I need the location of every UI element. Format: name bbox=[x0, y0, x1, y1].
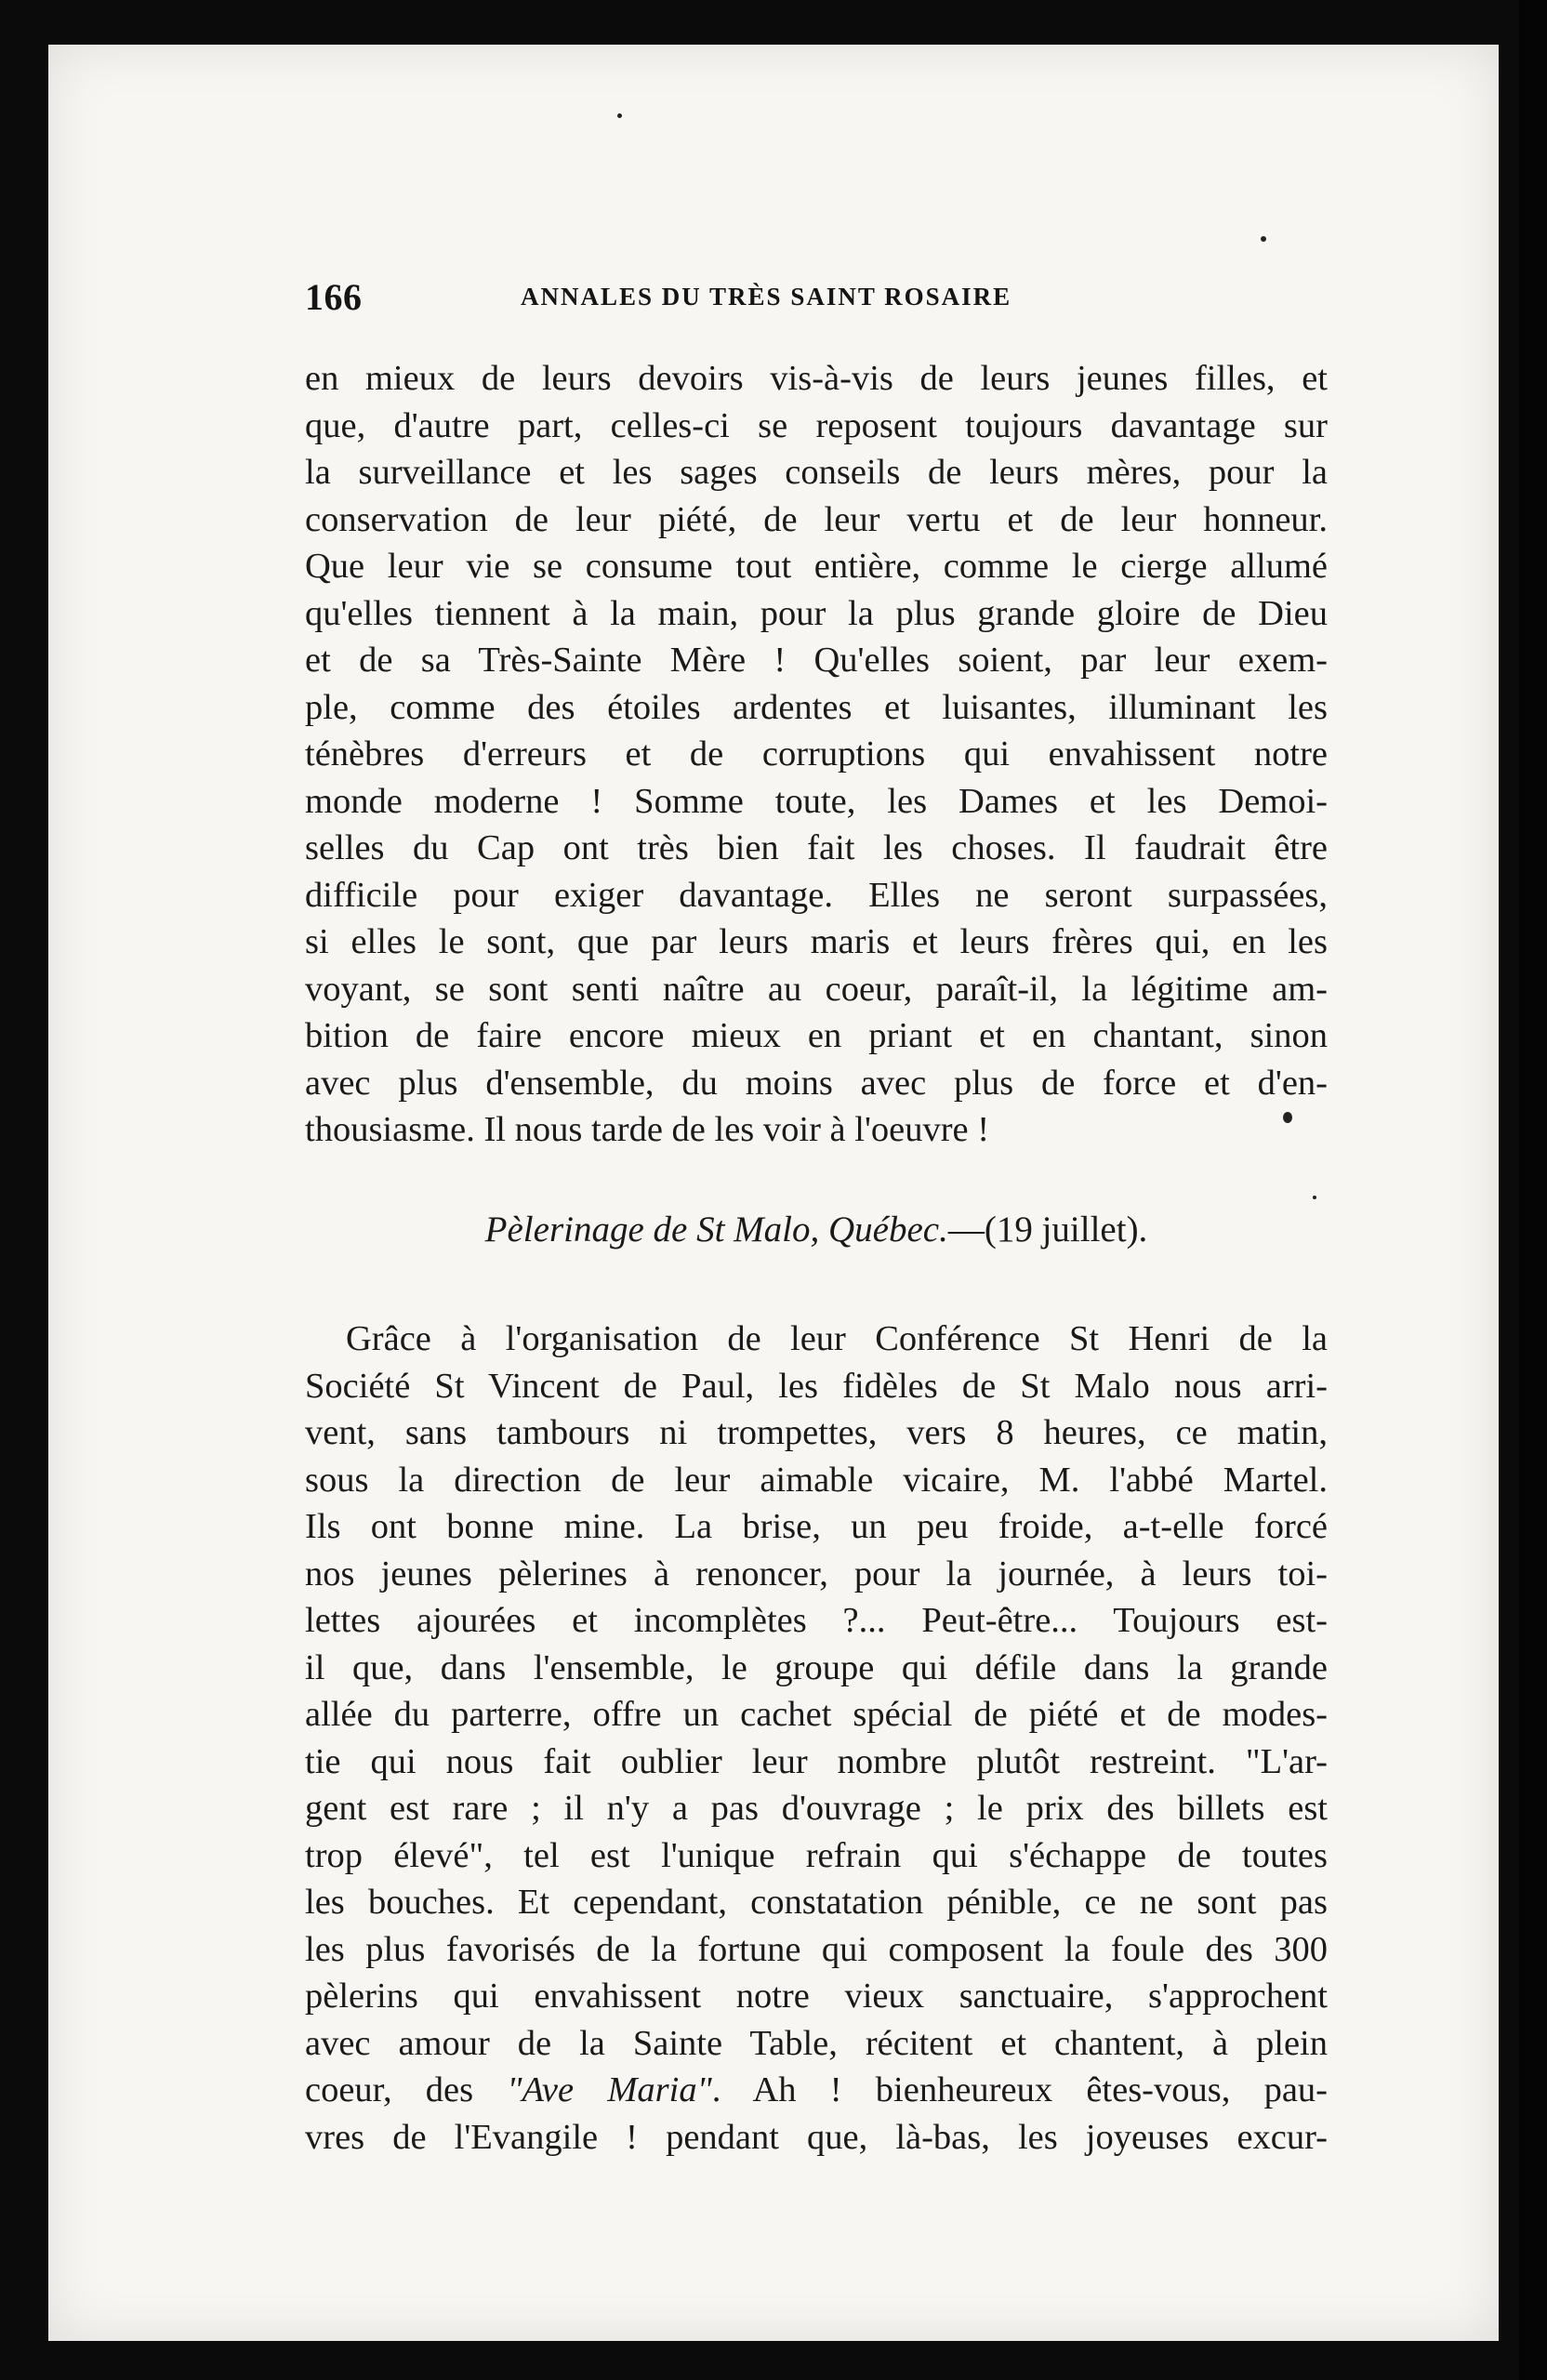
text-line: trop élevé", tel est l'unique refrain qui s'échappe de toutes bbox=[305, 1835, 1328, 1875]
text-line: pèlerins qui envahissent notre vieux sanctuaire, s'approchent bbox=[305, 1977, 1328, 2016]
text-line: difficile pour exiger davantage. Elles ne seront surpassées, bbox=[305, 875, 1328, 915]
text-line: il que, dans l'ensemble, le groupe qui défile dans la grande bbox=[305, 1647, 1328, 1687]
scan-speck bbox=[1261, 236, 1266, 242]
text-line: si elles le sont, que par leurs maris et leurs frères qui, en les bbox=[305, 922, 1328, 961]
running-head: ANNALES DU TRÈS SAINT ROSAIRE bbox=[521, 283, 1012, 311]
text-line: avec plus d'ensemble, du moins avec plus de force et d'en- bbox=[305, 1063, 1328, 1103]
text-line: les bouches. Et cependant, constatation pénible, ce ne sont pas bbox=[305, 1883, 1328, 1922]
paragraph-1 bbox=[305, 355, 1328, 1154]
scan-speck bbox=[1283, 1112, 1292, 1123]
text-line: bition de faire encore mieux en priant et en chantant, sinon bbox=[305, 1016, 1328, 1055]
scan-speck bbox=[1313, 1196, 1316, 1199]
text-line: avec amour de la Sainte Table, récitent et chantent, à plein bbox=[305, 2023, 1328, 2063]
section-title-place: Pèlerinage de St Malo, Québec. bbox=[484, 1210, 948, 1250]
text-fragment: . Ah ! bienheureux êtes-vous, pau- bbox=[711, 2070, 1328, 2109]
text-line: lettes ajourées et incomplètes ?... Peut-être... Toujours est- bbox=[305, 1601, 1328, 1640]
page-header bbox=[305, 275, 1328, 322]
italic-quote: "Ave Maria" bbox=[507, 2070, 712, 2109]
text-line: en mieux de leurs devoirs vis-à-vis de leurs jeunes filles, et bbox=[305, 359, 1328, 398]
text-line: voyant, se sont senti naître au coeur, paraît-il, la légitime am- bbox=[305, 969, 1328, 1009]
text-line: monde moderne ! Somme toute, les Dames et les Demoi- bbox=[305, 781, 1328, 821]
section-title-date: —(19 juillet). bbox=[947, 1210, 1148, 1250]
text-line: allée du parterre, offre un cachet spécial de piété et de modes- bbox=[305, 1695, 1328, 1734]
text-line: selles du Cap ont très bien fait les choses. Il faudrait être bbox=[305, 828, 1328, 867]
text-line: ple, comme des étoiles ardentes et luisantes, illuminant les bbox=[305, 687, 1328, 727]
text-line: thousiasme. Il nous tarde de les voir à l'oeuvre ! bbox=[305, 1110, 990, 1149]
text-line: les plus favorisés de la fortune qui composent la foule des 300 bbox=[305, 1929, 1328, 1969]
text-line: gent est rare ; il n'y a pas d'ouvrage ; le prix des billets est bbox=[305, 1789, 1328, 1828]
text-line: Société St Vincent de Paul, les fidèles de St Malo nous arri- bbox=[305, 1366, 1328, 1406]
text-line: Grâce à l'organisation de leur Conférence St Henri de la bbox=[346, 1319, 1328, 1358]
text-fragment: coeur, des bbox=[305, 2070, 508, 2109]
text-line bbox=[305, 2067, 1328, 2114]
text-line: Que leur vie se consume tout entière, comme le cierge allumé bbox=[305, 547, 1328, 586]
binding-shadow bbox=[1519, 0, 1547, 2380]
section-title bbox=[305, 1209, 1328, 1250]
text-line: vent, sans tambours ni trompettes, vers 8 heures, ce matin, bbox=[305, 1413, 1328, 1452]
text-line: tie qui nous fait oublier leur nombre plutôt restreint. "L'ar- bbox=[305, 1741, 1328, 1781]
text-line: et de sa Très-Sainte Mère ! Qu'elles soient, par leur exem- bbox=[305, 641, 1328, 680]
text-line: ténèbres d'erreurs et de corruptions qui envahissent notre bbox=[305, 734, 1328, 774]
text-line: sous la direction de leur aimable vicaire, M. l'abbé Martel. bbox=[305, 1460, 1328, 1500]
text-line: Ils ont bonne mine. La brise, un peu froide, a-t-elle forcé bbox=[305, 1507, 1328, 1546]
text-line: la surveillance et les sages conseils de leurs mères, pour la bbox=[305, 453, 1328, 492]
text-line: qu'elles tiennent à la main, pour la plus grande gloire de Dieu bbox=[305, 593, 1328, 633]
scan-speck bbox=[617, 113, 622, 118]
text-line: que, d'autre part, celles-ci se reposent toujours davantage sur bbox=[305, 405, 1328, 445]
paragraph-2 bbox=[305, 1316, 1328, 2161]
text-line: nos jeunes pèlerines à renoncer, pour la journée, à leurs toi- bbox=[305, 1554, 1328, 1593]
text-line: vres de l'Evangile ! pendant que, là-bas, les joyeuses excur- bbox=[305, 2117, 1328, 2157]
page-number: 166 bbox=[305, 276, 363, 318]
text-line: conservation de leur piété, de leur vertu et de leur honneur. bbox=[305, 499, 1328, 539]
